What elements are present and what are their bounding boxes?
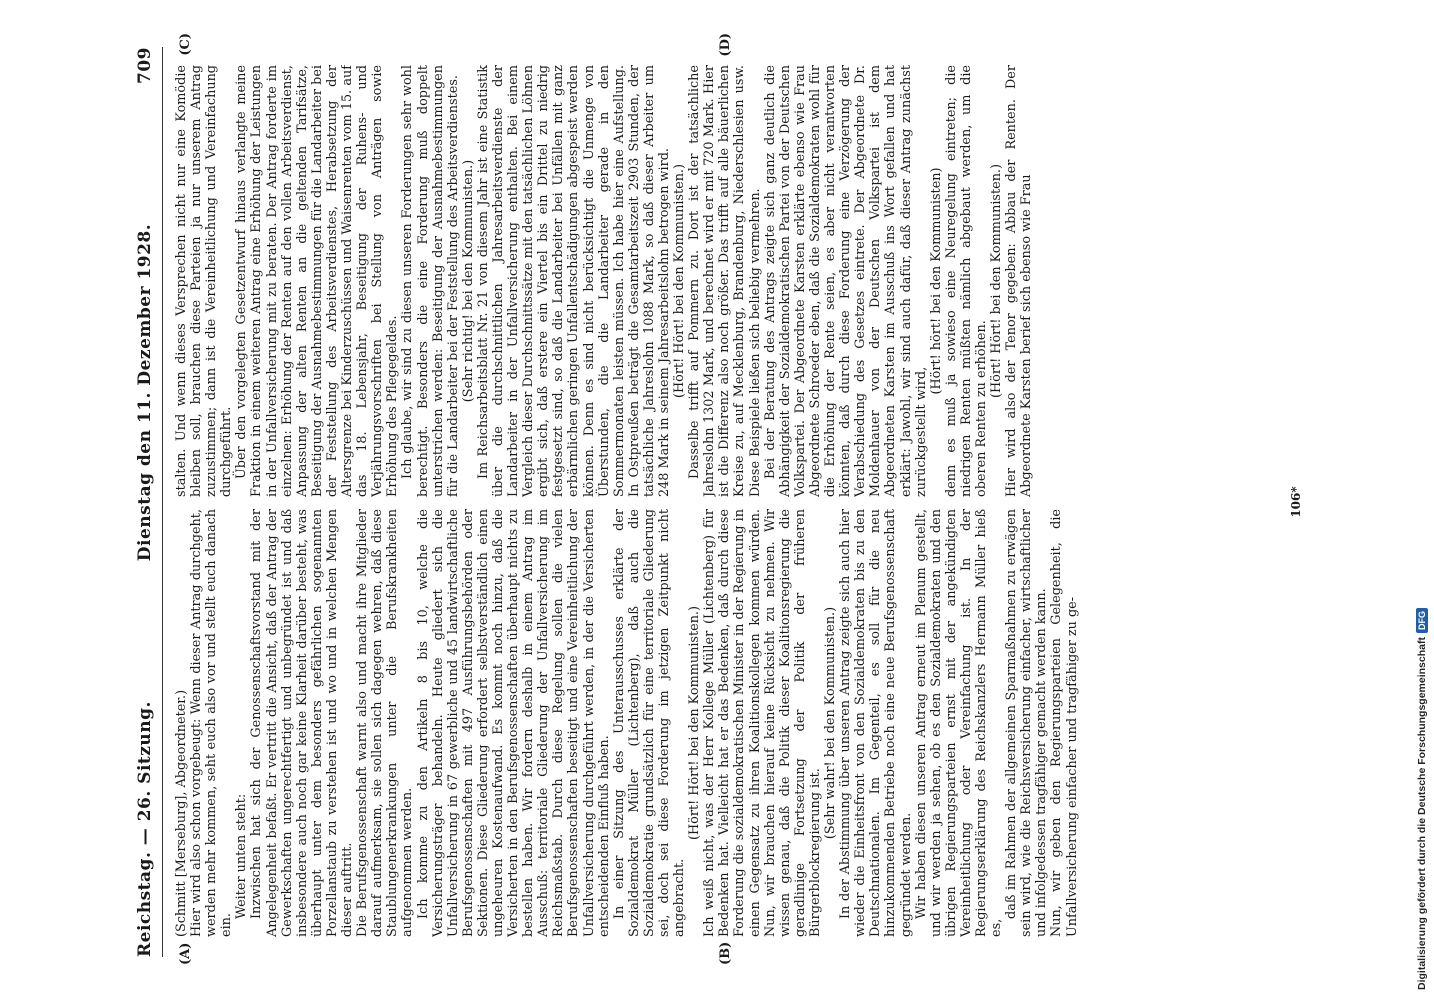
page-header [128,47,163,957]
left-column-paragraph: In einer Sitzung des Unterausschusses erklärte der Sozialdemokrat Müller (Lichtenberg), daß auch die Sozialdemokratie grundsätzlich für eine territoriale Gliederung sei, doch sei diese Forderung im jetzigen Zeitpunkt nicht angebracht. [611,509,688,937]
right-column-paragraph: Hier wird also der Tenor gegeben: Abbau der Renten. Der Abgeordnete Karsten berief sich ebenso wie Frau [1004,65,1035,497]
left-column-paragraph: Die Berufsgenossenschaft warnt also und macht ihre Mitglieder darauf aufmerksam, sie sollen sich dagegen wehren, daß diese Staublungenerkrankungen unter die Berufskrankheiten aufgenommen werden. [355,509,416,937]
right-column-paragraph: Bei der Beratung des Antrags zeigte sich ganz deutlich die Abhängigkeit der Sozialdemokratischen Partei von der Deutschen Volkspartei. Der Abgeordnete Karsten erklärte ebenso wie Frau Abgeordnete Schroeder eben, daß die Sozialdemokraten wohl für die Erhöhung der Rente seien, es aber nicht verantworten könnten, daß durch diese Forderung eine Verzögerung der Verabschiedung des Gesetzes eintrete. Der Abgeordnete Dr. Moldenhauer von der Deutschen Volkspartei ist dem Abgeordneten Karsten im Ausschuß ins Wort gefallen und hat erklärt: Jawohl, wir sind auch dafür, daß dieser Antrag zunächst zurückgestellt wird, [762,65,929,497]
right-column-paragraph: Im Reichsarbeitsblatt Nr. 21 von diesem Jahr ist eine Statistik über die durchschnittlichen Jahresarbeitsverdienste der Landarbeiter in der Unfallversicherung enthalten. Bei einem Vergleich dieser Durchschnittssätze mit den tatsächlichen Löhnen ergibt sich, daß erstere ein Viertel bis ein Drittel zu niedrig festgesetzt sind, so daß die Landarbeiter bei Unfällen mit ganz erbärmlichen geringen Unfallentschädigungen abgespeist werden können. Denn es sind nicht berücksichtigt die Unmenge von Überstunden, die die Landarbeiter gerade in den Sommermonaten leisten müssen. Ich habe hier eine Aufstellung. In Ostpreußen beträgt die Gesamtarbeitszeit 2903 Stunden, der tatsächliche Jahreslohn 1088 Mark, so daß dieser Arbeiter um 248 Mark in seinem Jahresarbeitslohn betrogen wird. [475,65,672,497]
header-left: Reichstag. — 26. Sitzung. [135,701,155,957]
left-column-paragraph: (Hört! Hört! bei den Kommunisten.) [687,606,703,841]
document-page [108,27,1313,977]
left-column-paragraph: Weiter unten steht: [234,793,250,919]
left-column-paragraph: Ich komme zu den Artikeln 8 bis 10, welche die Versicherungsträger behandeln. Heute gliedert sich die Unfallversicherung in 67 gewerbliche und 45 landwirtschaftliche Berufsgenossenschaften mit 497 Ausführungsbehörden oder Sektionen. Diese Gliederung erfordert selbstverständlich einen ungeheuren Kostenaufwand. Es kommt noch hinzu, daß die Versicherten in den Berufsgenossenschaften überhaupt nichts zu bestellen haben. Wir fordern deshalb in einem Antrag im Ausschuß: territoriale Gliederung der Unfallversicherung im Reichsmaßstab. Durch diese Regelung sollen die vielen Berufsgenossenschaften beseitigt und eine Vereinheitlichung der Unfallversicherung durchgeführt werden, in der die Versicherten entscheidenden Einfluß haben. [415,509,612,937]
right-column [174,65,1283,497]
footer-page-mark: 106* [1289,486,1303,518]
left-column-paragraph: Ich weiß nicht, was der Herr Kollege Müller (Lichtenberg) für Bedenken hat. Vielleicht hat er das Bedenken, daß durch diese Forderung die sozialdemokratischen Minister in der Regierung in einen Gegensatz zu ihren Koalitionskollegen kommen würden. Nun, wir brauchen hierauf keine Rücksicht zu nehmen. Wir wissen genau, daß die Politik dieser Koalitionsregierung die geradlinige Fortsetzung der Politik der früheren Bürgerblockregierung ist. [702,509,823,937]
right-column-paragraph: Ich glaube, wir sind zu diesen unseren Forderungen sehr wohl berechtigt. Besonders die eine Forderung muß doppelt unterstrichen werden: Beseitigung der Ausnahmebestimmungen für die Landarbeiter bei der Feststellung des Arbeitsverdienstes. [400,65,461,497]
margin-letter-d: (D) [718,33,733,57]
left-column-paragraph: (Sehr wahr! bei den Kommunisten.) [823,606,839,840]
left-column-paragraph: Inzwischen hat sich der Genossenschaftsvorstand mit der Angelegenheit befaßt. Er vertritt die Ansicht, daß der Antrag der Gewerkschaften ungerechtfertigt und unbegründet ist und daß insbesondere auch noch gar keine Klarheit darüber besteht, was überhaupt unter dem besonders gefährlichen sogenannten Porzellanstaub zu verstehen ist und wo und in welchen Mengen dieser auftritt. [249,509,356,937]
left-column-paragraph: Hier wird also schon vorgebeugt: Wenn dieser Antrag durchgeht, werden mehr kommen, seht euch also vor und stellt euch danach ein. [189,509,235,937]
left-column-paragraph: (Schmitt [Merseburg], Abgeordneter.) [174,689,189,937]
right-column-paragraph: denn es muß ja sowieso eine Neuregelung eintreten; die niedrigen Renten müßten nämlich abgebaut werden, um die oberen Renten zu erhöhen. [943,65,989,497]
left-column-paragraph: Wir haben diesen unseren Antrag erneut im Plenum gestellt, und wir werden ja sehen, ob es den Sozialdemokraten und den übrigen Regierungsparteien ernst mit der angekündigten Vereinheitlichung oder Vereinfachung ist. In der Regierungserklärung des Reichskanzlers Hermann Müller hieß es, [913,509,1005,937]
page-number: 709 [135,47,155,85]
dfg-credit [1416,10,1428,990]
right-column-paragraph: stalten. Und wenn dieses Versprechen nicht nur eine Komödie bleiben soll, brauchen diese Parteien ja nur unserem Antrag zuzustimmen; dann ist die Vereinheitlichung und Vereinfachung durchgeführt. [174,65,235,497]
right-column-paragraph: (Hört! Hört! bei den Kommunisten.) [672,164,688,399]
left-column-paragraph: In der Abstimmung über unseren Antrag zeigte sich auch hier wieder die Einheitsfront von den Sozialdemokraten bis zu den Deutschnationalen. Im Gegenteil, es soll für die neu hinzukommenden Betriebe noch eine neue Berufsgenossenschaft gegründet werden. [838,509,914,937]
margin-letter-a: (A) [178,942,193,965]
right-column-paragraph: (Hört! hört! bei den Kommunisten) [928,167,944,395]
header-date: Dienstag den 11. Dezember 1928. [135,223,155,562]
right-column-paragraph: (Hört! Hört! bei den Kommunisten.) [989,164,1005,399]
dfg-credit-text: Digitalisierung gefördert durch die Deutsche Forschungsgemeinschaft [1416,637,1428,990]
left-column-paragraph: Nun, wir geben den Regierungsparteien Gelegenheit, die Unfallversicherung einfacher und tragfähiger zu ge- [1049,509,1080,937]
margin-letter-b: (B) [718,941,733,965]
margin-letter-c: (C) [178,33,193,56]
left-column-paragraph: daß im Rahmen der allgemeinen Sparmaßnahmen zu erwägen sein wird, wie die Reichsversicherung einfacher, wirtschaftlicher und infolgedessen tragfähiger gemacht werden kann. [1004,509,1050,937]
dfg-logo: DFG [1416,608,1428,633]
right-column-paragraph: Über den vorgelegten Gesetzentwurf hinaus verlangte meine Fraktion in einem weiteren Antrag eine Erhöhung der Leistungen in der Unfallversicherung mit zu beraten. Der Antrag forderte im einzelnen: Erhöhung der Renten auf den vollen Arbeitsverdienst, Anpassung der alten Renten an die geltenden Tarifsätze, Beseitigung der Ausnahmebestimmungen für die Landarbeiter bei der Feststellung des Arbeitsverdienstes, Herabsetzung der Altersgrenze bei Kinderzuschüssen und Waisenrenten vom 15. auf das 18. Lebensjahr, Beseitigung der Ruhens- und Verjährungsvorschriften bei Stellung von Anträgen sowie Erhöhung des Pflegegeldes. [234,65,401,497]
right-column-paragraph: Dasselbe trifft auf Pommern zu. Dort ist der tatsächliche Jahreslohn 1302 Mark, und berechnet wird er mit 720 Mark. Hier ist die Differenz also noch größer. Das trifft auf alle bäuerlichen Kreise zu, auf Mecklenburg, Brandenburg, Niederschlesien usw. Diese Beispiele ließen sich beliebig vermehren. [687,65,763,497]
left-column [174,509,1283,937]
right-column-paragraph: (Sehr richtig! bei den Kommunisten.) [460,159,476,403]
